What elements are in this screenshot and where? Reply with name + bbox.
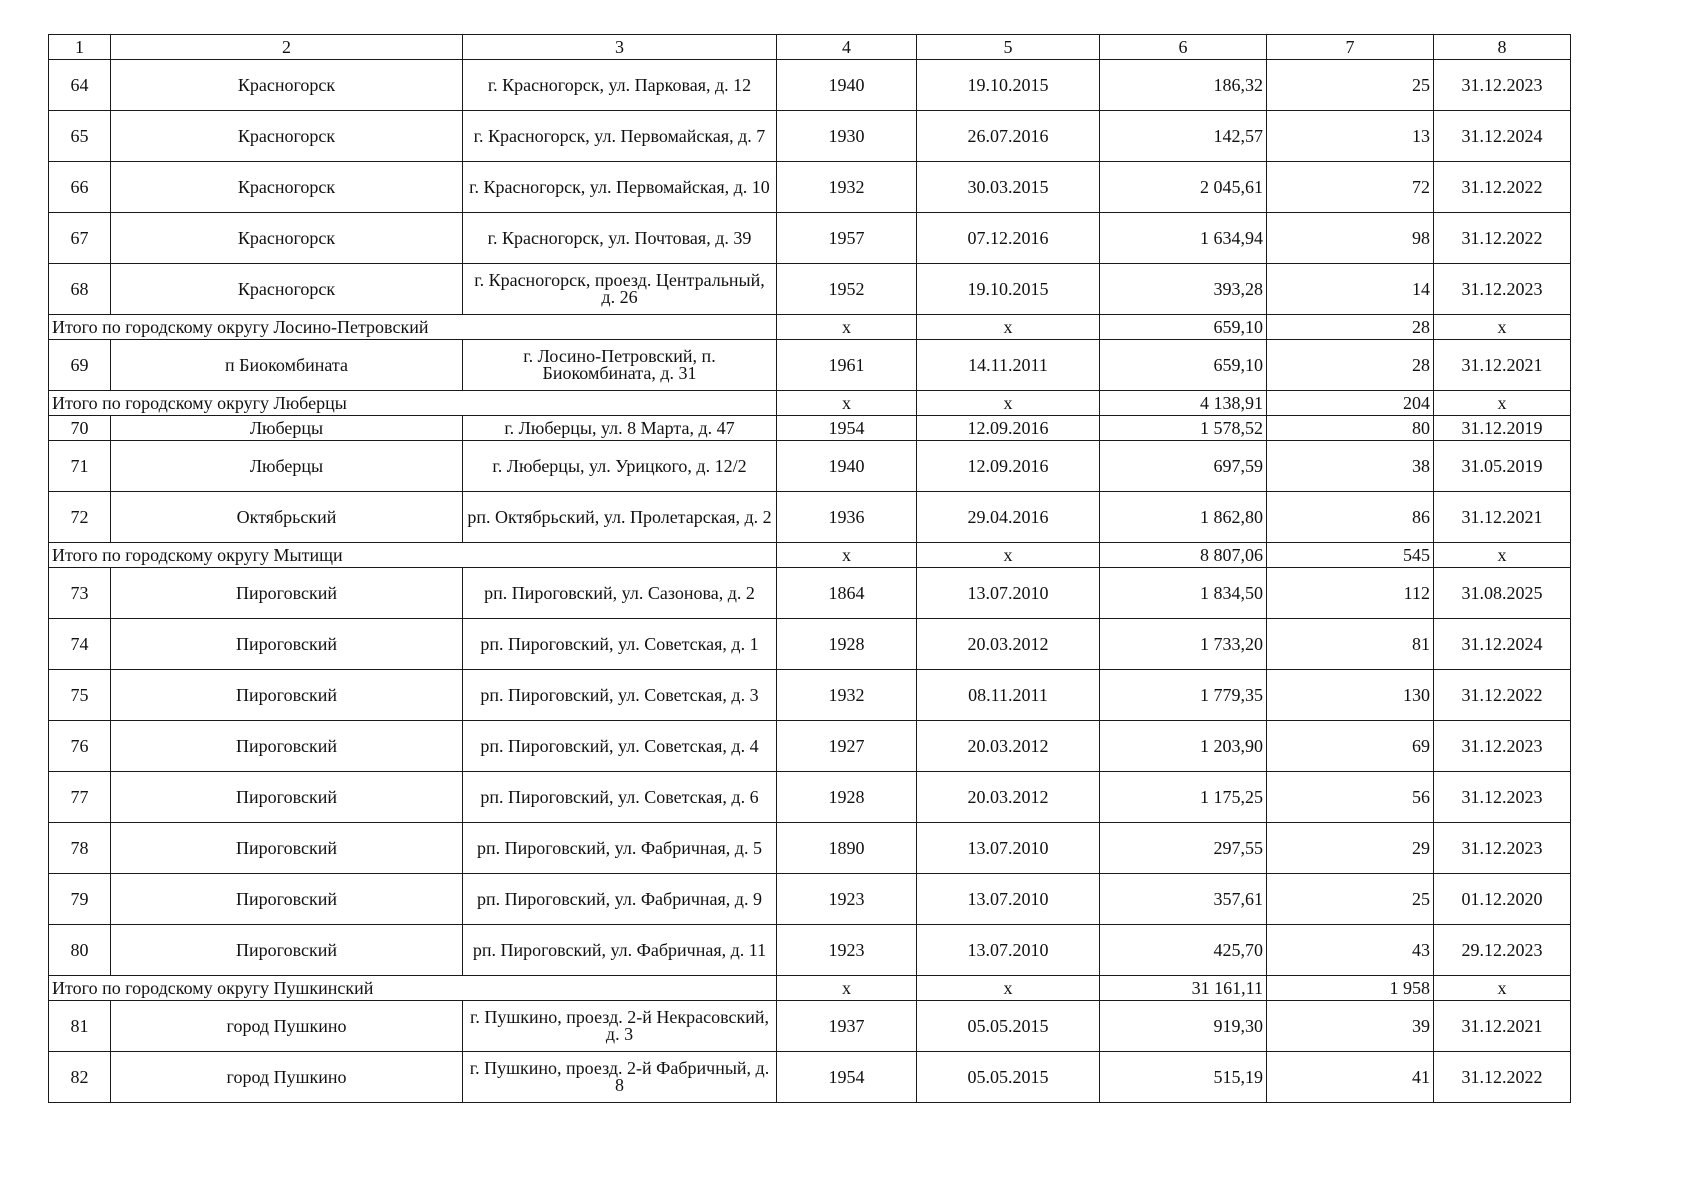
build-year-cell: 1937 bbox=[777, 1001, 917, 1052]
residents-cell: 545 bbox=[1267, 543, 1434, 568]
recognition-date-cell: 30.03.2015 bbox=[917, 162, 1100, 213]
row-number-cell: 71 bbox=[49, 441, 111, 492]
residents-cell: 14 bbox=[1267, 264, 1434, 315]
resettlement-deadline-cell: 31.08.2025 bbox=[1434, 568, 1571, 619]
table-row bbox=[49, 213, 1571, 264]
recognition-date-cell: 26.07.2016 bbox=[917, 111, 1100, 162]
table-row bbox=[49, 823, 1571, 874]
area-cell: 393,28 bbox=[1100, 264, 1267, 315]
build-year-cell: 1932 bbox=[777, 162, 917, 213]
table-row bbox=[49, 1052, 1571, 1103]
row-number-cell: 64 bbox=[49, 60, 111, 111]
table-row bbox=[49, 721, 1571, 772]
build-year-cell: 1927 bbox=[777, 721, 917, 772]
residents-cell: 25 bbox=[1267, 60, 1434, 111]
locality-cell: город Пушкино bbox=[111, 1001, 463, 1052]
area-cell: 1 733,20 bbox=[1100, 619, 1267, 670]
locality-cell: Красногорск bbox=[111, 162, 463, 213]
residents-cell: 25 bbox=[1267, 874, 1434, 925]
area-cell: 186,32 bbox=[1100, 60, 1267, 111]
area-cell: 1 175,25 bbox=[1100, 772, 1267, 823]
row-number-cell: 76 bbox=[49, 721, 111, 772]
resettlement-deadline-cell: 31.12.2021 bbox=[1434, 1001, 1571, 1052]
column-number: 8 bbox=[1434, 35, 1571, 60]
district-total-row bbox=[49, 543, 1571, 568]
recognition-date-cell: 13.07.2010 bbox=[917, 823, 1100, 874]
build-year-cell: 1928 bbox=[777, 619, 917, 670]
row-number-cell: 75 bbox=[49, 670, 111, 721]
residents-cell: 39 bbox=[1267, 1001, 1434, 1052]
resettlement-deadline-cell: 31.12.2024 bbox=[1434, 619, 1571, 670]
recognition-date-cell: х bbox=[917, 391, 1100, 416]
residents-cell: 204 bbox=[1267, 391, 1434, 416]
build-year-cell: 1940 bbox=[777, 441, 917, 492]
locality-cell: Пироговский bbox=[111, 772, 463, 823]
area-cell: 659,10 bbox=[1100, 340, 1267, 391]
build-year-cell: 1936 bbox=[777, 492, 917, 543]
area-cell: 297,55 bbox=[1100, 823, 1267, 874]
residents-cell: 98 bbox=[1267, 213, 1434, 264]
build-year-cell: х bbox=[777, 315, 917, 340]
resettlement-deadline-cell: 31.12.2023 bbox=[1434, 823, 1571, 874]
address-cell: г. Люберцы, ул. Урицкого, д. 12/2 bbox=[463, 441, 777, 492]
area-cell: 1 203,90 bbox=[1100, 721, 1267, 772]
build-year-cell: 1954 bbox=[777, 416, 917, 441]
area-cell: 1 634,94 bbox=[1100, 213, 1267, 264]
residents-cell: 112 bbox=[1267, 568, 1434, 619]
address-cell: рп. Пироговский, ул. Сазонова, д. 2 bbox=[463, 568, 777, 619]
row-number-cell: 67 bbox=[49, 213, 111, 264]
resettlement-deadline-cell: 31.12.2024 bbox=[1434, 111, 1571, 162]
resettlement-deadline-cell: 31.12.2021 bbox=[1434, 492, 1571, 543]
table-row bbox=[49, 264, 1571, 315]
resettlement-deadline-cell: 31.12.2023 bbox=[1434, 721, 1571, 772]
district-total-row bbox=[49, 976, 1571, 1001]
resettlement-deadline-cell: 31.12.2023 bbox=[1434, 264, 1571, 315]
residents-cell: 41 bbox=[1267, 1052, 1434, 1103]
resettlement-deadline-cell: 31.12.2022 bbox=[1434, 1052, 1571, 1103]
build-year-cell: х bbox=[777, 543, 917, 568]
area-cell: 1 862,80 bbox=[1100, 492, 1267, 543]
build-year-cell: 1923 bbox=[777, 925, 917, 976]
locality-cell: Пироговский bbox=[111, 874, 463, 925]
build-year-cell: 1932 bbox=[777, 670, 917, 721]
table-row bbox=[49, 925, 1571, 976]
table-body bbox=[49, 35, 1571, 1103]
area-cell: 4 138,91 bbox=[1100, 391, 1267, 416]
address-cell: г. Лосино-Петровский, п. Биокомбината, д. 31 bbox=[463, 340, 777, 391]
locality-cell: Пироговский bbox=[111, 568, 463, 619]
locality-cell: Красногорск bbox=[111, 213, 463, 264]
row-number-cell: 68 bbox=[49, 264, 111, 315]
resettlement-deadline-cell: 31.12.2019 bbox=[1434, 416, 1571, 441]
residents-cell: 43 bbox=[1267, 925, 1434, 976]
address-cell: рп. Пироговский, ул. Советская, д. 3 bbox=[463, 670, 777, 721]
locality-cell: п Биокомбината bbox=[111, 340, 463, 391]
address-cell: рп. Пироговский, ул. Фабричная, д. 5 bbox=[463, 823, 777, 874]
build-year-cell: 1864 bbox=[777, 568, 917, 619]
recognition-date-cell: 07.12.2016 bbox=[917, 213, 1100, 264]
table-row bbox=[49, 874, 1571, 925]
area-cell: 919,30 bbox=[1100, 1001, 1267, 1052]
residents-cell: 1 958 bbox=[1267, 976, 1434, 1001]
address-cell: рп. Пироговский, ул. Советская, д. 6 bbox=[463, 772, 777, 823]
residents-cell: 81 bbox=[1267, 619, 1434, 670]
table-row bbox=[49, 60, 1571, 111]
column-number: 3 bbox=[463, 35, 777, 60]
column-number: 4 bbox=[777, 35, 917, 60]
resettlement-deadline-cell: 31.12.2022 bbox=[1434, 162, 1571, 213]
address-cell: рп. Пироговский, ул. Советская, д. 1 bbox=[463, 619, 777, 670]
row-number-cell: 74 bbox=[49, 619, 111, 670]
area-cell: 31 161,11 bbox=[1100, 976, 1267, 1001]
locality-cell: Пироговский bbox=[111, 721, 463, 772]
resettlement-deadline-cell: 29.12.2023 bbox=[1434, 925, 1571, 976]
area-cell: 425,70 bbox=[1100, 925, 1267, 976]
residents-cell: 80 bbox=[1267, 416, 1434, 441]
locality-cell: Октябрьский bbox=[111, 492, 463, 543]
resettlement-deadline-cell: х bbox=[1434, 976, 1571, 1001]
area-cell: 357,61 bbox=[1100, 874, 1267, 925]
table-row bbox=[49, 111, 1571, 162]
area-cell: 697,59 bbox=[1100, 441, 1267, 492]
address-cell: г. Красногорск, ул. Парковая, д. 12 bbox=[463, 60, 777, 111]
build-year-cell: 1954 bbox=[777, 1052, 917, 1103]
locality-cell: Красногорск bbox=[111, 60, 463, 111]
column-number: 1 bbox=[49, 35, 111, 60]
recognition-date-cell: 20.03.2012 bbox=[917, 772, 1100, 823]
row-number-cell: 81 bbox=[49, 1001, 111, 1052]
total-label-cell: Итого по городскому округу Мытищи bbox=[49, 543, 777, 568]
recognition-date-cell: 13.07.2010 bbox=[917, 874, 1100, 925]
column-number-row bbox=[49, 35, 1571, 60]
row-number-cell: 77 bbox=[49, 772, 111, 823]
residents-cell: 29 bbox=[1267, 823, 1434, 874]
recognition-date-cell: 08.11.2011 bbox=[917, 670, 1100, 721]
resettlement-deadline-cell: 31.12.2021 bbox=[1434, 340, 1571, 391]
resettlement-deadline-cell: х bbox=[1434, 391, 1571, 416]
address-cell: рп. Пироговский, ул. Советская, д. 4 bbox=[463, 721, 777, 772]
recognition-date-cell: 14.11.2011 bbox=[917, 340, 1100, 391]
table-row bbox=[49, 492, 1571, 543]
build-year-cell: 1928 bbox=[777, 772, 917, 823]
resettlement-deadline-cell: 31.12.2023 bbox=[1434, 60, 1571, 111]
area-cell: 1 834,50 bbox=[1100, 568, 1267, 619]
build-year-cell: 1940 bbox=[777, 60, 917, 111]
address-cell: рп. Пироговский, ул. Фабричная, д. 9 bbox=[463, 874, 777, 925]
locality-cell: Пироговский bbox=[111, 619, 463, 670]
row-number-cell: 70 bbox=[49, 416, 111, 441]
row-number-cell: 80 bbox=[49, 925, 111, 976]
row-number-cell: 72 bbox=[49, 492, 111, 543]
resettlement-deadline-cell: 01.12.2020 bbox=[1434, 874, 1571, 925]
row-number-cell: 69 bbox=[49, 340, 111, 391]
total-label-cell: Итого по городскому округу Люберцы bbox=[49, 391, 777, 416]
locality-cell: Пироговский bbox=[111, 670, 463, 721]
table-row bbox=[49, 416, 1571, 441]
housing-table bbox=[48, 34, 1571, 1103]
build-year-cell: 1957 bbox=[777, 213, 917, 264]
locality-cell: Пироговский bbox=[111, 823, 463, 874]
residents-cell: 86 bbox=[1267, 492, 1434, 543]
column-number: 7 bbox=[1267, 35, 1434, 60]
recognition-date-cell: 12.09.2016 bbox=[917, 441, 1100, 492]
residents-cell: 130 bbox=[1267, 670, 1434, 721]
locality-cell: Красногорск bbox=[111, 111, 463, 162]
build-year-cell: 1890 bbox=[777, 823, 917, 874]
build-year-cell: х bbox=[777, 391, 917, 416]
recognition-date-cell: 19.10.2015 bbox=[917, 264, 1100, 315]
recognition-date-cell: 05.05.2015 bbox=[917, 1052, 1100, 1103]
address-cell: г. Красногорск, ул. Первомайская, д. 7 bbox=[463, 111, 777, 162]
resettlement-deadline-cell: х bbox=[1434, 315, 1571, 340]
total-label-cell: Итого по городскому округу Лосино-Петровский bbox=[49, 315, 777, 340]
residents-cell: 28 bbox=[1267, 340, 1434, 391]
address-cell: г. Пушкино, проезд. 2-й Некрасовский, д. 3 bbox=[463, 1001, 777, 1052]
area-cell: 2 045,61 bbox=[1100, 162, 1267, 213]
residents-cell: 56 bbox=[1267, 772, 1434, 823]
area-cell: 659,10 bbox=[1100, 315, 1267, 340]
table-row bbox=[49, 670, 1571, 721]
district-total-row bbox=[49, 315, 1571, 340]
build-year-cell: 1930 bbox=[777, 111, 917, 162]
address-cell: г. Пушкино, проезд. 2-й Фабричный, д. 8 bbox=[463, 1052, 777, 1103]
build-year-cell: х bbox=[777, 976, 917, 1001]
residents-cell: 38 bbox=[1267, 441, 1434, 492]
table-row bbox=[49, 619, 1571, 670]
column-number: 5 bbox=[917, 35, 1100, 60]
resettlement-deadline-cell: х bbox=[1434, 543, 1571, 568]
table-row bbox=[49, 162, 1571, 213]
area-cell: 8 807,06 bbox=[1100, 543, 1267, 568]
residents-cell: 69 bbox=[1267, 721, 1434, 772]
recognition-date-cell: 29.04.2016 bbox=[917, 492, 1100, 543]
table-row bbox=[49, 441, 1571, 492]
recognition-date-cell: х bbox=[917, 976, 1100, 1001]
row-number-cell: 78 bbox=[49, 823, 111, 874]
locality-cell: Люберцы bbox=[111, 441, 463, 492]
area-cell: 142,57 bbox=[1100, 111, 1267, 162]
column-number: 2 bbox=[111, 35, 463, 60]
row-number-cell: 66 bbox=[49, 162, 111, 213]
locality-cell: Люберцы bbox=[111, 416, 463, 441]
table-row bbox=[49, 568, 1571, 619]
resettlement-deadline-cell: 31.12.2022 bbox=[1434, 670, 1571, 721]
table-row bbox=[49, 340, 1571, 391]
address-cell: рп. Октябрьский, ул. Пролетарская, д. 2 bbox=[463, 492, 777, 543]
total-label-cell: Итого по городскому округу Пушкинский bbox=[49, 976, 777, 1001]
address-cell: рп. Пироговский, ул. Фабричная, д. 11 bbox=[463, 925, 777, 976]
locality-cell: Пироговский bbox=[111, 925, 463, 976]
residents-cell: 28 bbox=[1267, 315, 1434, 340]
resettlement-deadline-cell: 31.12.2022 bbox=[1434, 213, 1571, 264]
address-cell: г. Красногорск, ул. Первомайская, д. 10 bbox=[463, 162, 777, 213]
area-cell: 1 779,35 bbox=[1100, 670, 1267, 721]
column-number: 6 bbox=[1100, 35, 1267, 60]
locality-cell: Красногорск bbox=[111, 264, 463, 315]
recognition-date-cell: 20.03.2012 bbox=[917, 721, 1100, 772]
resettlement-deadline-cell: 31.12.2023 bbox=[1434, 772, 1571, 823]
recognition-date-cell: 19.10.2015 bbox=[917, 60, 1100, 111]
table-row bbox=[49, 772, 1571, 823]
build-year-cell: 1952 bbox=[777, 264, 917, 315]
row-number-cell: 79 bbox=[49, 874, 111, 925]
recognition-date-cell: х bbox=[917, 543, 1100, 568]
address-cell: г. Красногорск, проезд. Центральный, д. 26 bbox=[463, 264, 777, 315]
build-year-cell: 1923 bbox=[777, 874, 917, 925]
address-cell: г. Люберцы, ул. 8 Марта, д. 47 bbox=[463, 416, 777, 441]
address-cell: г. Красногорск, ул. Почтовая, д. 39 bbox=[463, 213, 777, 264]
build-year-cell: 1961 bbox=[777, 340, 917, 391]
recognition-date-cell: 13.07.2010 bbox=[917, 925, 1100, 976]
recognition-date-cell: 20.03.2012 bbox=[917, 619, 1100, 670]
residents-cell: 13 bbox=[1267, 111, 1434, 162]
area-cell: 1 578,52 bbox=[1100, 416, 1267, 441]
residents-cell: 72 bbox=[1267, 162, 1434, 213]
district-total-row bbox=[49, 391, 1571, 416]
recognition-date-cell: х bbox=[917, 315, 1100, 340]
row-number-cell: 73 bbox=[49, 568, 111, 619]
resettlement-deadline-cell: 31.05.2019 bbox=[1434, 441, 1571, 492]
recognition-date-cell: 05.05.2015 bbox=[917, 1001, 1100, 1052]
recognition-date-cell: 12.09.2016 bbox=[917, 416, 1100, 441]
row-number-cell: 65 bbox=[49, 111, 111, 162]
area-cell: 515,19 bbox=[1100, 1052, 1267, 1103]
locality-cell: город Пушкино bbox=[111, 1052, 463, 1103]
table-row bbox=[49, 1001, 1571, 1052]
row-number-cell: 82 bbox=[49, 1052, 111, 1103]
recognition-date-cell: 13.07.2010 bbox=[917, 568, 1100, 619]
